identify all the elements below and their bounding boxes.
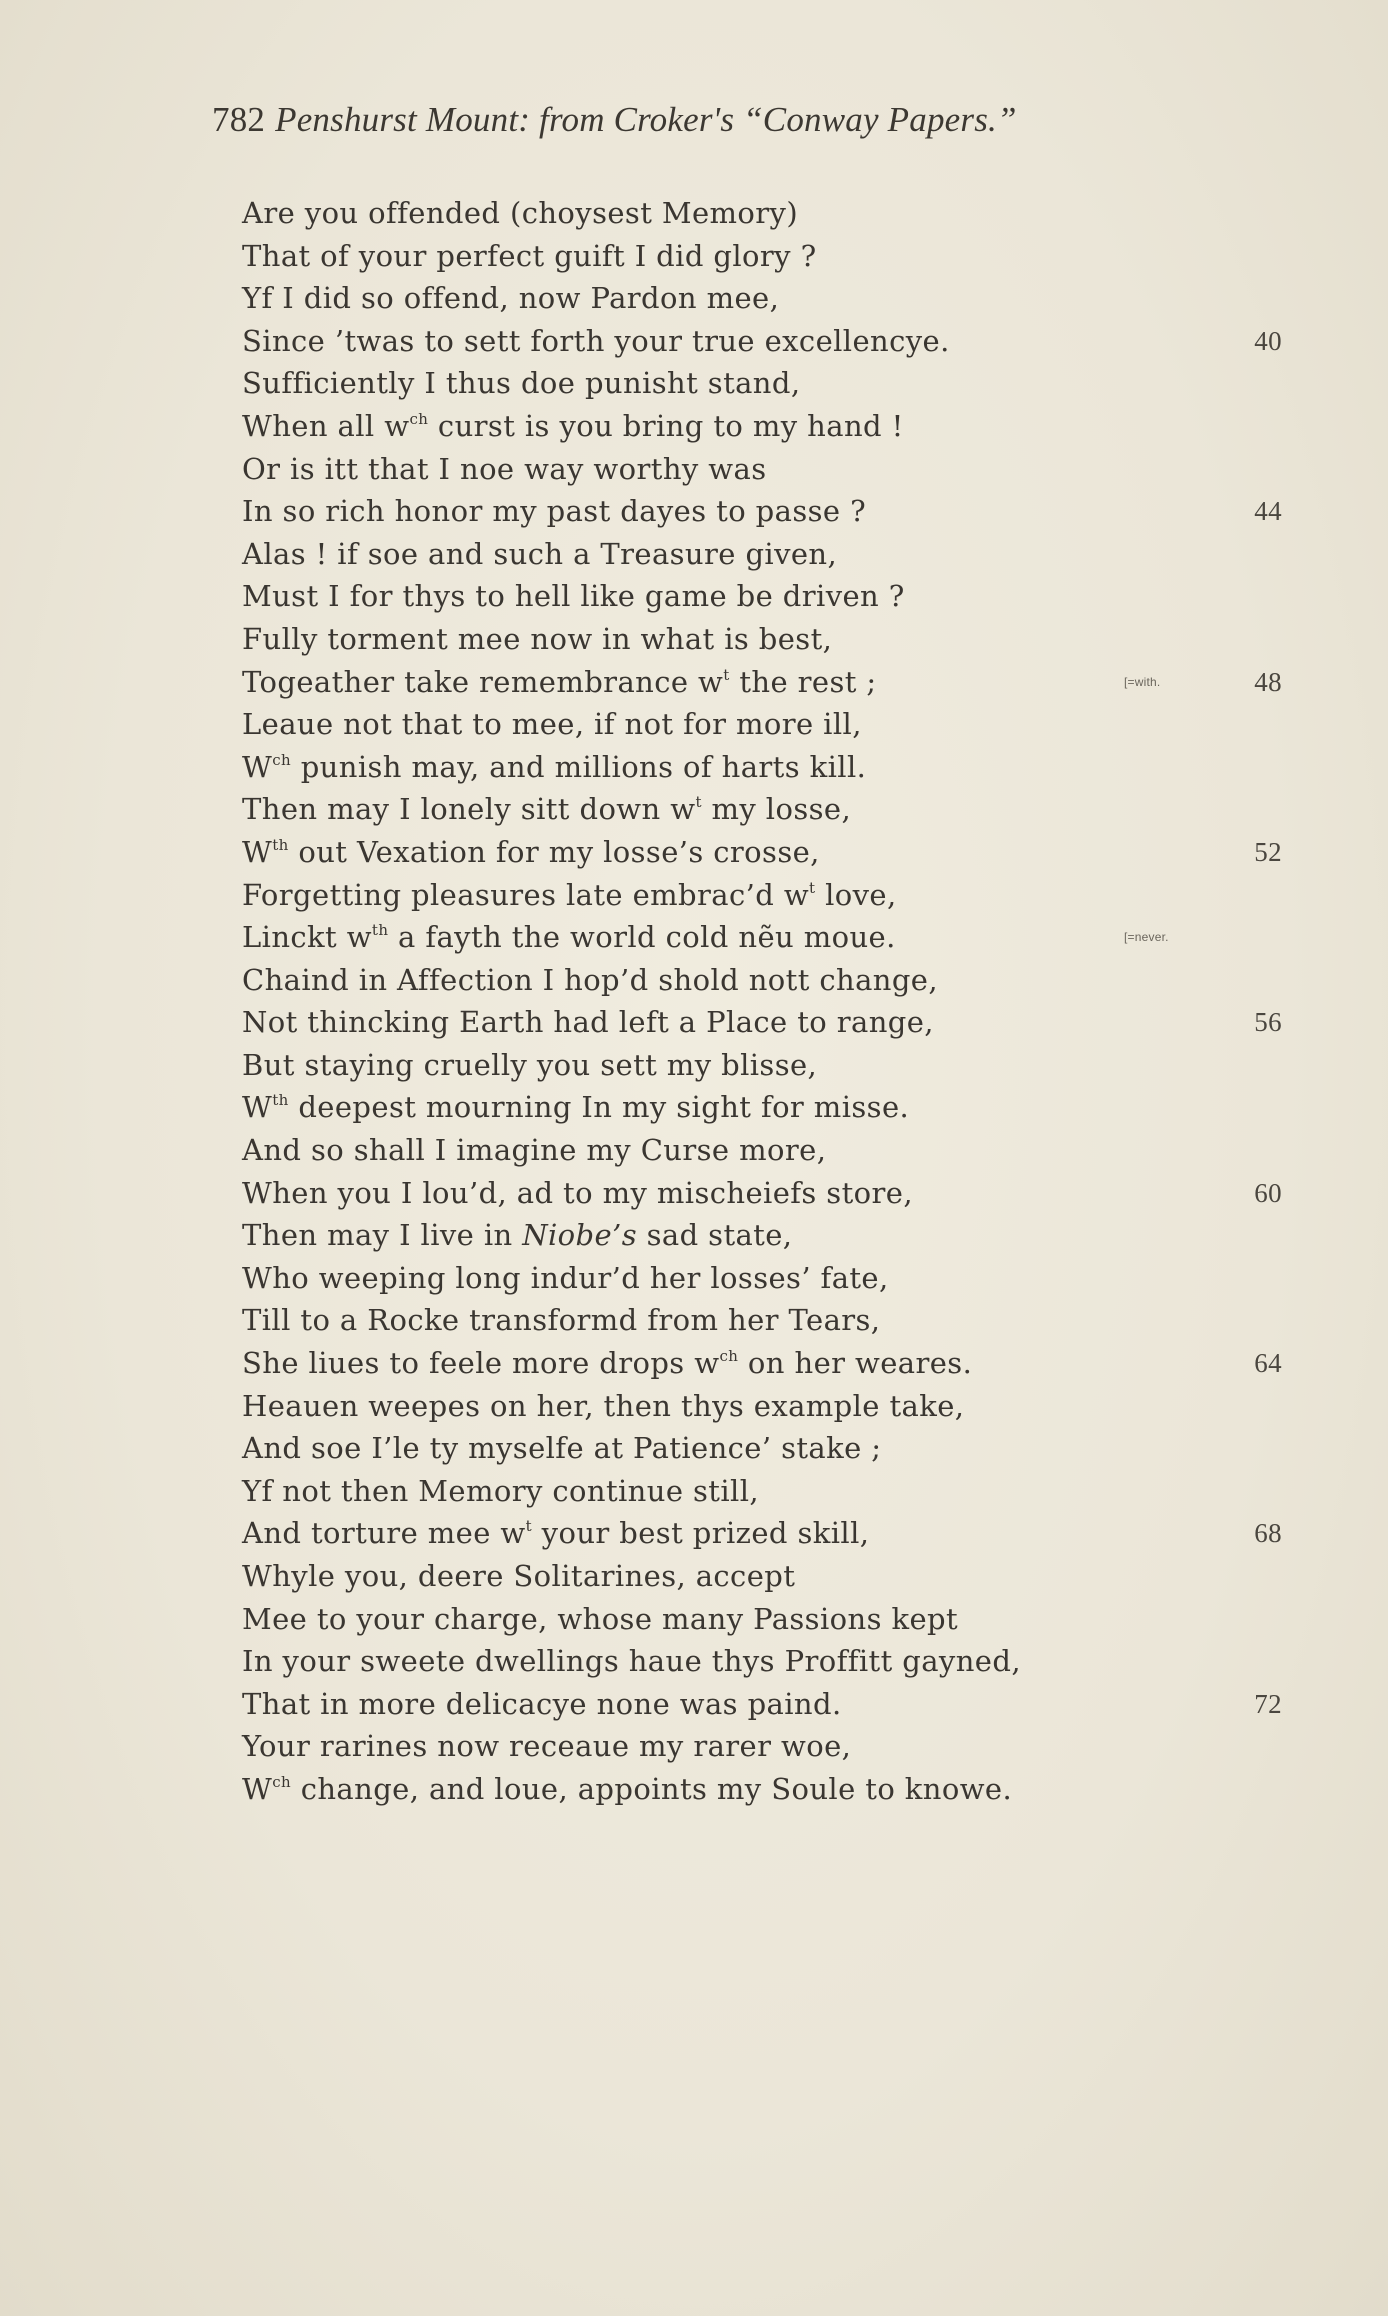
poem-line: [242, 1086, 1282, 1129]
poem-line-text: Fully torment mee now in what is best,: [242, 621, 833, 656]
poem-line: [242, 703, 1282, 746]
poem-line-fragment: curst is you bring to my hand !: [428, 408, 904, 443]
poem-text: [242, 192, 1282, 1811]
poem-line: [242, 405, 1282, 448]
poem-line-text: Yf not then Memory continue still,: [242, 1473, 759, 1508]
poem-line-fragment: the rest ;: [729, 664, 877, 699]
line-number: 52: [1254, 836, 1282, 867]
poem-line-text: When you I lou’d, ad to my mischeiefs store,: [242, 1175, 913, 1210]
poem-line-text: Chaind in Affection I hop’d shold nott change,: [242, 962, 938, 997]
poem-line: [242, 575, 1282, 618]
marginal-gloss: [=never.: [1124, 930, 1169, 945]
poem-line: [242, 362, 1282, 405]
poem-line-text: [242, 1346, 972, 1380]
poem-line: [242, 746, 1282, 789]
poem-line: [242, 1725, 1282, 1768]
poem-line-text: And so shall I imagine my Curse more,: [242, 1133, 827, 1168]
poem-line-fragment: Togeather take remembrance w: [242, 664, 724, 699]
poem-line-text: Or is itt that I noe way worthy was: [242, 451, 767, 486]
superscript-abbreviation: ch: [409, 409, 429, 428]
superscript-abbreviation: t: [809, 878, 816, 897]
poem-line: [242, 1512, 1282, 1555]
poem-line-text: But staying cruelly you sett my blisse,: [242, 1047, 818, 1082]
poem-line-fragment: sad state,: [636, 1218, 793, 1253]
poem-line-text: Since ’twas to sett forth your true excellencye.: [242, 323, 950, 358]
superscript-abbreviation: th: [272, 1091, 289, 1110]
poem-line: [242, 277, 1282, 320]
poem-line: [242, 661, 1282, 704]
marginal-gloss: [=with.: [1124, 674, 1161, 689]
poem-line-fragment: out Vexation for my losse’s crosse,: [288, 834, 820, 869]
poem-line-text: In your sweete dwellings haue thys Proffitt gayned,: [242, 1644, 1021, 1679]
running-head: [212, 100, 1017, 140]
poem-line-text: [242, 750, 866, 784]
poem-line: [242, 1640, 1282, 1683]
poem-line-text: Are you offended (choysest Memory): [242, 196, 799, 230]
poem-line: [242, 1598, 1282, 1641]
poem-line-text: [242, 1772, 1012, 1806]
poem-line: [242, 235, 1282, 278]
poem-line-text: [242, 1090, 909, 1124]
line-number: 56: [1254, 1007, 1282, 1038]
poem-line: [242, 1299, 1282, 1342]
poem-line-text: Alas ! if soe and such a Treasure given,: [242, 536, 838, 571]
poem-line: [242, 1129, 1282, 1172]
superscript-abbreviation: ch: [272, 1772, 292, 1791]
poem-line: [242, 192, 1282, 235]
poem-line-text: Must I for thys to hell like game be driven ?: [242, 579, 905, 614]
poem-line-fragment: a fayth the world cold nẽu moue.: [388, 920, 896, 955]
poem-line-text: [242, 920, 896, 954]
poem-line: [242, 618, 1282, 661]
poem-line: [242, 916, 1282, 959]
poem-line: [242, 1683, 1282, 1726]
poem-line-fragment: love,: [815, 877, 897, 912]
poem-line-fragment: W: [242, 749, 273, 784]
poem-line-text: Whyle you, deere Solitarines, accept: [242, 1559, 796, 1593]
superscript-abbreviation: t: [723, 665, 730, 684]
poem-line: [242, 448, 1282, 491]
poem-line-fragment: my losse,: [701, 792, 852, 827]
poem-line: [242, 1044, 1282, 1087]
poem-line-fragment: punish may, and millions of harts kill.: [291, 749, 867, 784]
poem-line-text: That in more delicacye none was paind.: [242, 1686, 842, 1721]
poem-line-fragment: Then may I lonely sitt down w: [242, 792, 696, 827]
running-title: Penshurst Mount: from Croker's “Conway Papers.”: [275, 100, 1017, 139]
poem-line-fragment: And torture mee w: [242, 1516, 526, 1551]
poem-line-text: [242, 409, 904, 443]
poem-line-text: In so rich honor my past dayes to passe ?: [242, 494, 867, 529]
line-number: 44: [1254, 496, 1282, 527]
superscript-abbreviation: th: [272, 835, 289, 854]
poem-line-text: Heauen weepes on her, then thys example take,: [242, 1388, 965, 1423]
line-number: 64: [1254, 1348, 1282, 1379]
poem-line: [242, 788, 1282, 831]
poem-line: [242, 490, 1282, 533]
poem-line-text: [242, 1516, 869, 1550]
poem-line-fragment: Linckt w: [242, 920, 372, 955]
poem-line: [242, 831, 1282, 874]
page-number: 782: [212, 100, 266, 139]
superscript-abbreviation: th: [371, 921, 389, 940]
poem-line-text: That of your perfect guift I did glory ?: [242, 238, 817, 273]
poem-line: [242, 1172, 1282, 1215]
poem-line-text: Sufficiently I thus doe punisht stand,: [242, 366, 801, 401]
poem-line-text: And soe I’le ty myselfe at Patience’ stake ;: [242, 1431, 882, 1466]
italic-name: Niobe’s: [522, 1218, 637, 1253]
poem-line-text: Not thincking Earth had left a Place to range,: [242, 1005, 934, 1040]
poem-line-fragment: W: [242, 1090, 273, 1125]
poem-line-fragment: When all w: [242, 408, 410, 443]
poem-line-text: Mee to your charge, whose many Passions kept: [242, 1601, 959, 1636]
poem-line: [242, 1555, 1282, 1598]
superscript-abbreviation: ch: [719, 1347, 739, 1366]
poem-line-text: Leaue not that to mee, if not for more ill,: [242, 707, 862, 742]
poem-line-fragment: Forgetting pleasures late embrac’d w: [242, 877, 810, 912]
poem-line: [242, 1385, 1282, 1428]
superscript-abbreviation: ch: [272, 750, 292, 769]
poem-line-text: [242, 792, 851, 826]
poem-line: [242, 1470, 1282, 1513]
poem-line-fragment: Then may I live in: [242, 1218, 523, 1253]
poem-line-text: Your rarines now receaue my rarer woe,: [242, 1729, 852, 1764]
line-number: 48: [1254, 666, 1282, 697]
poem-line-text: [242, 835, 820, 869]
poem-line-text: [242, 878, 897, 912]
poem-line: [242, 959, 1282, 1002]
poem-line: [242, 533, 1282, 576]
poem-line-fragment: deepest mourning In my sight for misse.: [288, 1090, 910, 1125]
poem-line-fragment: your best prized skill,: [532, 1516, 870, 1551]
line-number: 72: [1254, 1688, 1282, 1719]
line-number: 60: [1254, 1177, 1282, 1208]
poem-line-text: Who weeping long indur’d her losses’ fate,: [242, 1260, 889, 1295]
poem-line: [242, 1427, 1282, 1470]
poem-line: [242, 1768, 1282, 1811]
poem-line: [242, 1214, 1282, 1257]
poem-line-fragment: W: [242, 834, 273, 869]
poem-line: [242, 320, 1282, 363]
poem-line: [242, 1342, 1282, 1385]
line-number: 68: [1254, 1518, 1282, 1549]
poem-line: [242, 1257, 1282, 1300]
superscript-abbreviation: t: [525, 1517, 533, 1536]
poem-line-text: Till to a Rocke transformd from her Tears,: [242, 1303, 881, 1338]
poem-line: [242, 874, 1282, 917]
poem-line-fragment: W: [242, 1771, 273, 1806]
poem-line-text: Yf I did so offend, now Pardon mee,: [242, 281, 780, 316]
poem-line-fragment: She liues to feele more drops w: [242, 1346, 720, 1381]
poem-line-fragment: on her weares.: [738, 1346, 973, 1381]
poem-line-text: [242, 1218, 792, 1252]
poem-line-text: [242, 665, 877, 699]
poem-line: [242, 1001, 1282, 1044]
superscript-abbreviation: t: [695, 793, 702, 812]
line-number: 40: [1254, 325, 1282, 356]
poem-line-fragment: change, and loue, appoints my Soule to knowe.: [291, 1771, 1013, 1806]
